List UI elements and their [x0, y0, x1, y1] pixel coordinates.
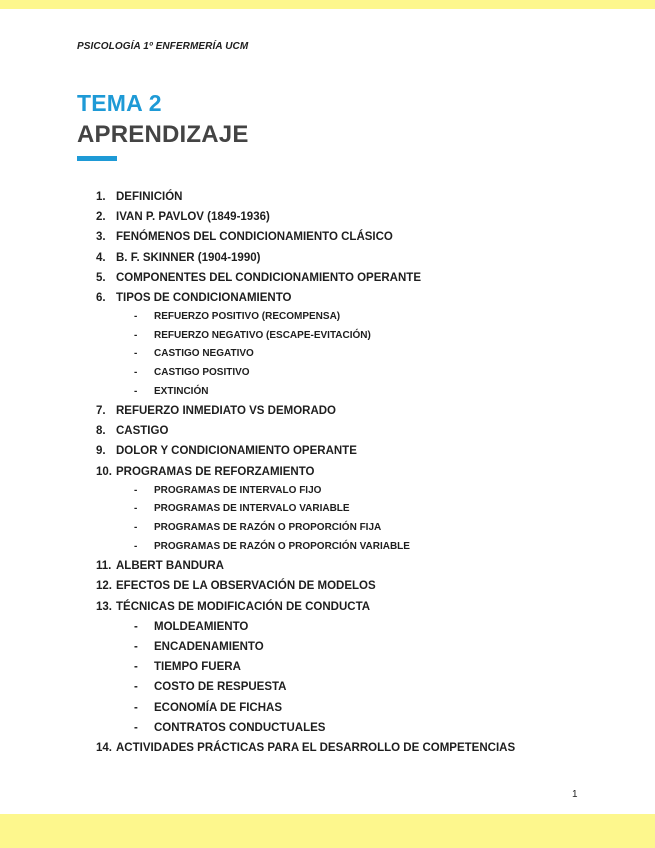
page-title: APRENDIZAJE	[77, 121, 249, 148]
toc-subitem-label: COSTO DE RESPUESTA	[154, 681, 287, 694]
toc-number: 14.	[96, 741, 112, 754]
toc-subitem	[96, 698, 616, 718]
bullet-dash: -	[134, 721, 138, 734]
bullet-dash: -	[134, 366, 138, 378]
toc-label: ACTIVIDADES PRÁCTICAS PARA EL DESARROLLO DE COMPETENCIAS	[116, 741, 516, 754]
toc-subitem-label: TIEMPO FUERA	[154, 661, 241, 674]
toc-number: 5.	[96, 271, 106, 284]
toc-subitem	[96, 677, 616, 697]
toc-label: B. F. SKINNER (1904-1990)	[116, 251, 261, 264]
toc-subitem-label: EXTINCIÓN	[154, 385, 209, 397]
toc-label: FENÓMENOS DEL CONDICIONAMIENTO CLÁSICO	[116, 231, 393, 244]
bullet-dash: -	[134, 640, 138, 653]
toc-item	[96, 738, 616, 758]
toc-number: 6.	[96, 291, 106, 304]
toc-item	[96, 421, 616, 441]
toc-number: 7.	[96, 405, 106, 418]
toc-subitem-label: REFUERZO POSITIVO (RECOMPENSA)	[154, 311, 341, 323]
toc-item	[96, 288, 616, 308]
toc-subitem	[96, 308, 616, 327]
bullet-dash: -	[134, 540, 138, 552]
toc-label: REFUERZO INMEDIATO VS DEMORADO	[116, 405, 336, 418]
toc-label: IVAN P. PAVLOV (1849-1936)	[116, 211, 270, 224]
bullet-dash: -	[134, 329, 138, 341]
toc-item	[96, 207, 616, 227]
toc-label: TÉCNICAS DE MODIFICACIÓN DE CONDUCTA	[116, 600, 371, 613]
page-number: 1	[572, 789, 578, 800]
toc-subitem-label: REFUERZO NEGATIVO (ESCAPE-EVITACIÓN)	[154, 329, 371, 341]
topic-number: TEMA 2	[77, 90, 162, 116]
toc-item	[96, 187, 616, 207]
toc-number: 9.	[96, 445, 106, 458]
bullet-dash: -	[134, 311, 138, 323]
toc-number: 12.	[96, 580, 112, 593]
toc-subitem-label: MOLDEAMIENTO	[154, 620, 249, 633]
toc-item	[96, 576, 616, 596]
bullet-dash: -	[134, 620, 138, 633]
toc-label: DOLOR Y CONDICIONAMIENTO OPERANTE	[116, 445, 357, 458]
toc-item	[96, 248, 616, 268]
document-header: PSICOLOGÍA 1º ENFERMERÍA UCM	[77, 41, 249, 52]
toc-subitem	[96, 327, 616, 346]
toc-label: EFECTOS DE LA OBSERVACIÓN DE MODELOS	[116, 580, 376, 593]
toc-subitem	[96, 500, 616, 519]
toc-number: 8.	[96, 425, 106, 438]
toc-subitem-label: PROGRAMAS DE RAZÓN O PROPORCIÓN FIJA	[154, 522, 382, 534]
toc-number: 11.	[96, 560, 112, 573]
table-of-contents	[96, 187, 616, 758]
toc-subitem-label: CONTRATOS CONDUCTUALES	[154, 721, 326, 734]
toc-label: TIPOS DE CONDICIONAMIENTO	[116, 291, 292, 304]
bullet-dash: -	[134, 503, 138, 515]
bullet-dash: -	[134, 522, 138, 534]
toc-subitem	[96, 637, 616, 657]
bottom-yellow-band	[0, 814, 655, 848]
toc-label: COMPONENTES DEL CONDICIONAMIENTO OPERANTE	[116, 271, 421, 284]
toc-label: CASTIGO	[116, 425, 169, 438]
toc-item	[96, 401, 616, 421]
toc-item	[96, 227, 616, 247]
toc-item	[96, 556, 616, 576]
toc-subitem	[96, 383, 616, 402]
toc-subitem	[96, 657, 616, 677]
bullet-dash: -	[134, 661, 138, 674]
top-yellow-band	[0, 0, 655, 9]
toc-subitem	[96, 364, 616, 383]
toc-number: 10.	[96, 465, 112, 478]
toc-item	[96, 441, 616, 461]
toc-item	[96, 462, 616, 482]
toc-number: 4.	[96, 251, 106, 264]
toc-subitem-label: ECONOMÍA DE FICHAS	[154, 701, 282, 714]
toc-label: PROGRAMAS DE REFORZAMIENTO	[116, 465, 315, 478]
bullet-dash: -	[134, 348, 138, 360]
toc-number: 3.	[96, 231, 106, 244]
toc-subitem	[96, 345, 616, 364]
toc-subitem	[96, 617, 616, 637]
toc-number: 2.	[96, 211, 106, 224]
toc-subitem-label: CASTIGO NEGATIVO	[154, 348, 254, 360]
toc-item	[96, 597, 616, 617]
toc-number: 1.	[96, 191, 106, 203]
toc-item	[96, 268, 616, 288]
bullet-dash: -	[134, 484, 138, 496]
toc-subitem	[96, 538, 616, 557]
bullet-dash: -	[134, 681, 138, 694]
toc-subitem-label: ENCADENAMIENTO	[154, 640, 264, 653]
title-underline	[77, 156, 117, 161]
toc-subitem-label: PROGRAMAS DE INTERVALO FIJO	[154, 484, 322, 496]
toc-number: 13.	[96, 600, 112, 613]
toc-subitem	[96, 482, 616, 501]
toc-subitem-label: CASTIGO POSITIVO	[154, 366, 250, 378]
toc-subitem-label: PROGRAMAS DE RAZÓN O PROPORCIÓN VARIABLE	[154, 540, 410, 552]
toc-label: ALBERT BANDURA	[116, 560, 224, 573]
toc-subitem	[96, 718, 616, 738]
bullet-dash: -	[134, 385, 138, 397]
toc-subitem	[96, 519, 616, 538]
toc-label: DEFINICIÓN	[116, 191, 183, 203]
bullet-dash: -	[134, 701, 138, 714]
toc-subitem-label: PROGRAMAS DE INTERVALO VARIABLE	[154, 503, 350, 515]
